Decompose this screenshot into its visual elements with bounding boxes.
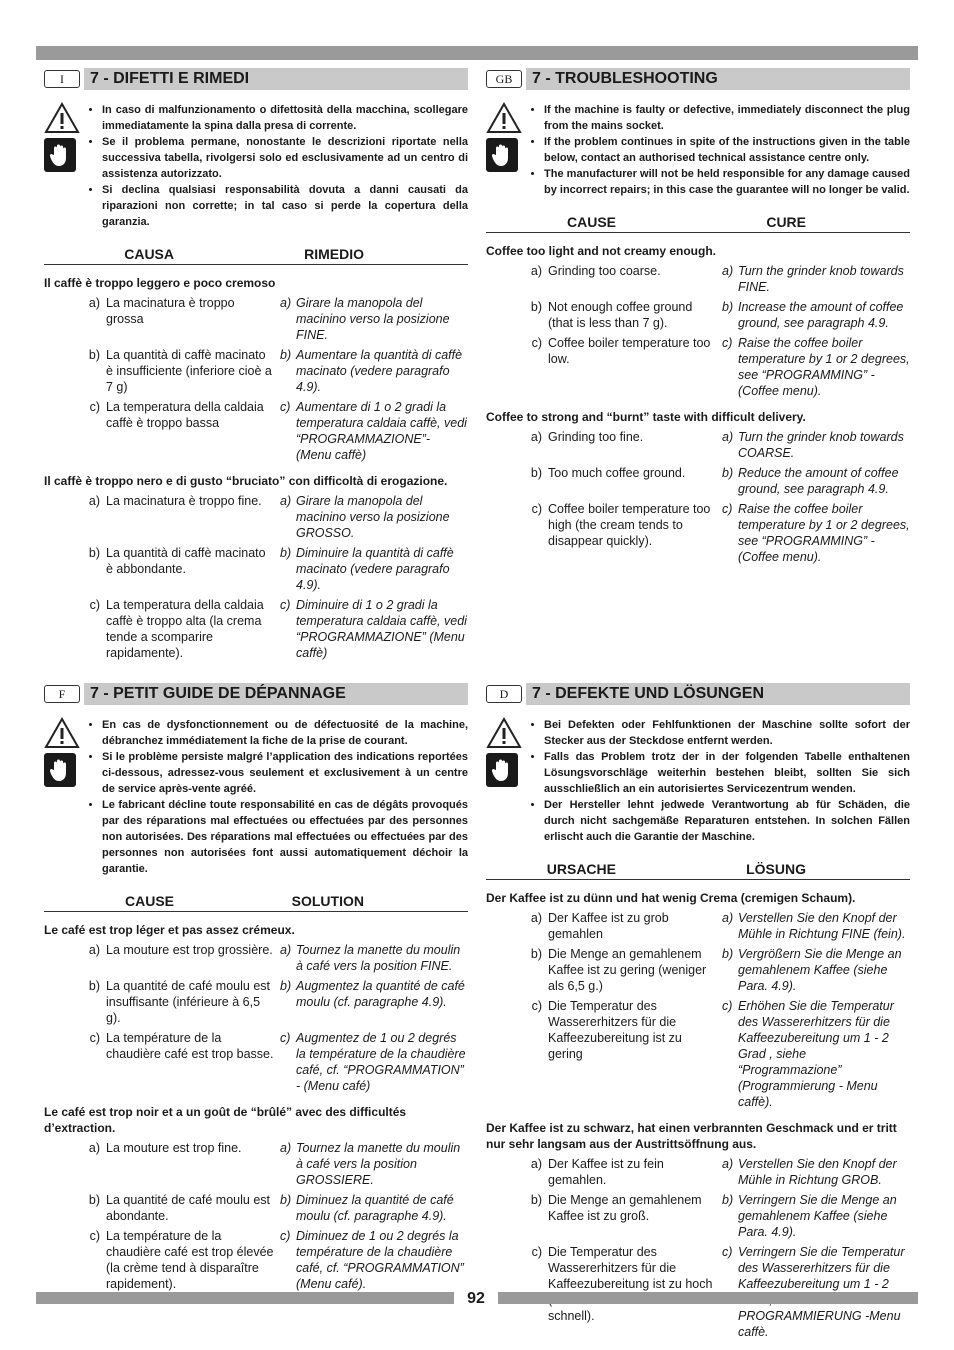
remedy-letter: b) <box>280 1193 292 1207</box>
cause-text: La macinatura è troppo fine. <box>106 494 262 508</box>
trouble-row <box>44 399 468 463</box>
problem-title: Coffee to strong and “burnt” taste with difficult delivery. <box>486 410 806 424</box>
warning-triangle-icon <box>486 717 522 749</box>
remedy-letter: b) <box>722 466 734 480</box>
warning-block <box>44 102 468 230</box>
cause-text: La température de la chaudière café est trop élevée (la crème tend à disparaître rapidement). <box>106 1229 274 1291</box>
language-badge: GB <box>486 70 522 88</box>
column-header-remedy: CURE <box>766 214 806 230</box>
cause-text: Not enough coffee ground (that is less than 7 g). <box>548 300 693 330</box>
row-letter: c) <box>89 598 100 612</box>
remedy-text: Aumentare la quantità di caffè macinato (vedere paragrafo 4.9). <box>296 348 463 394</box>
problem-title: Le café est trop léger et pas assez crémeux. <box>44 923 295 937</box>
trouble-row <box>486 1192 910 1240</box>
warning-list <box>530 102 910 198</box>
remedy-letter: b) <box>722 1193 734 1207</box>
remedy-letter: c) <box>280 400 291 414</box>
remedy-letter: a) <box>280 1141 292 1155</box>
remedy-text: Diminuez de 1 ou 2 degrés la température de la chaudière café, cf. “PROGRAMMATION” (Menu café). <box>296 1229 464 1291</box>
trouble-row <box>44 493 468 541</box>
stop-hand-icon <box>44 753 76 787</box>
problem-title: Il caffè è troppo nero e di gusto “bruciato” con difficoltà di erogazione. <box>44 474 448 488</box>
section-title: 7 - PETIT GUIDE DE DÉPANNAGE <box>84 683 468 705</box>
remedy-text: Raise the coffee boiler temperature by 1 or 2 degrees, see “PROGRAMMING” - (Coffee menu). <box>738 502 910 564</box>
remedy-text: Vergrößern Sie die Menge an gemahlenem Kaffee (siehe Para. 4.9). <box>738 947 902 993</box>
warning-item: • Se il problema permane, nonostante le descrizioni riportate nella successiva tabella, rivolgersi solo ed esclusivamente ad un centro di assistenza autorizzato. <box>102 134 468 182</box>
row-letter: c) <box>89 400 100 414</box>
remedy-text: Diminuire la quantità di caffè macinato (vedere paragrafo 4.9). <box>296 546 454 592</box>
cause-text: Grinding too coarse. <box>548 264 661 278</box>
row-letter: c) <box>89 1229 100 1243</box>
bottom-bar-right <box>498 1292 918 1304</box>
warning-triangle-icon <box>486 102 522 134</box>
top-bar <box>36 46 918 60</box>
warning-icons <box>44 717 88 877</box>
trouble-row <box>486 946 910 994</box>
warning-item: • Si declina qualsiasi responsabilità dovuta a danni causati da riparazioni non corrette; in tal caso si perde la copertura della garanzia. <box>102 182 468 230</box>
remedy-text: Girare la manopola del macinino verso la posizione GROSSO. <box>296 494 450 540</box>
column-headers <box>486 214 910 233</box>
warning-item: • En cas de dysfonctionnement ou de défectuosité de la machine, débranchez immédiatement la fiche de la prise de courant. <box>102 717 468 749</box>
column-header-cause: CAUSE <box>566 214 616 230</box>
trouble-row <box>486 998 910 1110</box>
warning-block <box>486 717 910 845</box>
remedy-letter: a) <box>280 943 292 957</box>
remedy-text: Verstellen Sie den Knopf der Mühle in Richtung GROB. <box>738 1157 897 1187</box>
remedy-text: Increase the amount of coffee ground, see paragraph 4.9. <box>738 300 904 330</box>
row-letter: a) <box>88 494 100 508</box>
cause-text: La temperatura della caldaia caffè è troppo alta (la crema tende a scomparire rapidamente). <box>106 598 264 660</box>
cause-text: Grinding too fine. <box>548 430 644 444</box>
language-badge: F <box>44 685 80 703</box>
warning-icons <box>486 717 530 845</box>
trouble-row <box>486 299 910 331</box>
remedy-text: Turn the grinder knob towards FINE. <box>738 264 904 294</box>
remedy-text: Erhöhen Sie die Temperatur des Wassererhitzers für die Kaffeezubereitung um 1 - 2 Grad , siehe “Programmazione” (Programmierung - Menu caffè). <box>738 999 894 1109</box>
row-letter: b) <box>88 1193 100 1207</box>
cause-text: La mouture est trop grossière. <box>106 943 273 957</box>
warning-item: • If the problem continues in spite of the instructions given in the table below, contact an authorised technical assistance centre only. <box>544 134 910 166</box>
remedy-text: Raise the coffee boiler temperature by 1 or 2 degrees, see “PROGRAMMING” - (Coffee menu). <box>738 336 910 398</box>
row-letter: c) <box>531 502 542 516</box>
warning-icons <box>486 102 530 198</box>
row-letter: b) <box>530 947 542 961</box>
section-english <box>486 68 910 565</box>
remedy-text: Verringern Sie die Menge an gemahlenem Kaffee (siehe Para. 4.9). <box>738 1193 897 1239</box>
problem-title: Le café est trop noir et a un goût de “brûlé” avec des difficultés d’extraction. <box>44 1105 407 1135</box>
trouble-row <box>486 429 910 461</box>
warning-item: • In caso di malfunzionamento o difettosità della macchina, scollegare immediatamente la spina dalla presa di corrente. <box>102 102 468 134</box>
section-header <box>486 683 910 705</box>
remedy-text: Tournez la manette du moulin à café vers la position FINE. <box>296 943 461 973</box>
trouble-row <box>486 335 910 399</box>
cause-text: Too much coffee ground. <box>548 466 686 480</box>
warning-item: • Bei Defekten oder Fehlfunktionen der Maschine sollte sofort der Stecker aus der Steckdose entfernt werden. <box>544 717 910 749</box>
remedy-letter: b) <box>722 300 734 314</box>
warning-list <box>88 102 468 230</box>
cause-text: La température de la chaudière café est trop basse. <box>106 1031 274 1061</box>
column-header-remedy: SOLUTION <box>291 893 364 909</box>
remedy-letter: b) <box>722 947 734 961</box>
trouble-row <box>486 263 910 295</box>
trouble-row <box>44 1140 468 1188</box>
remedy-letter: c) <box>722 336 733 350</box>
trouble-row <box>44 545 468 593</box>
remedy-letter: a) <box>280 296 292 310</box>
row-letter: a) <box>88 296 100 310</box>
problem-title: Coffee too light and not creamy enough. <box>486 244 717 258</box>
row-letter: c) <box>531 1245 542 1259</box>
remedy-text: Turn the grinder knob towards COARSE. <box>738 430 904 460</box>
row-letter: a) <box>530 1157 542 1171</box>
remedy-letter: a) <box>722 264 734 278</box>
cause-text: Die Temperatur des Wassererhitzers für die Kaffeezubereitung ist zu hoch schnell). <box>548 1245 713 1323</box>
warning-item: • Falls das Problem trotz der in der folgenden Tabelle enthaltenen Lösungsvorschläge weiterhin bestehen bleibt, sollten Sie sich ausschließlich an ein autorisiertes Servicezentrum wenden. <box>544 749 910 797</box>
row-letter: b) <box>88 546 100 560</box>
row-letter: a) <box>530 264 542 278</box>
column-header-remedy: RIMEDIO <box>304 246 364 262</box>
warning-list <box>88 717 468 877</box>
warning-block <box>44 717 468 877</box>
cause-text: La macinatura è troppo grossa <box>106 296 235 326</box>
section-title: 7 - DIFETTI E RIMEDI <box>84 68 468 90</box>
warning-item: • Der Hersteller lehnt jedwede Verantwortung ab für Schäden, die durch nicht sachgemäße Reparaturen entstehen. In solchen Fällen erlischt auch die Garantie der Maschine. <box>544 797 910 845</box>
trouble-row <box>44 1192 468 1224</box>
section-header <box>44 68 468 90</box>
cause-text: La temperatura della caldaia caffè è troppo bassa <box>106 400 264 430</box>
cause-text: Der Kaffee ist zu fein gemahlen. <box>548 1157 664 1187</box>
row-letter: b) <box>530 466 542 480</box>
remedy-letter: b) <box>280 979 292 993</box>
remedy-letter: a) <box>722 1157 734 1171</box>
trouble-row <box>44 597 468 661</box>
remedy-text: Augmentez de 1 ou 2 degrés la température de la chaudière café, cf. “PROGRAMMATION” - (Menu café) <box>296 1031 466 1093</box>
row-letter: b) <box>88 979 100 993</box>
cause-text: Coffee boiler temperature too high (the cream tends to disappear quickly). <box>548 502 711 548</box>
remedy-letter: a) <box>722 911 734 925</box>
column-header-remedy: LÖSUNG <box>746 861 806 877</box>
section-french <box>44 683 468 1292</box>
row-letter: a) <box>88 943 100 957</box>
warning-triangle-icon <box>44 717 80 749</box>
cause-text: Coffee boiler temperature too low. <box>548 336 711 366</box>
warning-item: • The manufacturer will not be held responsible for any damage caused by incorrect repairs; in this case the guarantee will no longer be valid. <box>544 166 910 198</box>
cause-text: Die Temperatur des Wassererhitzers für die Kaffeezubereitung ist zu gering <box>548 999 682 1061</box>
column-headers <box>44 893 468 912</box>
remedy-text: Augmentez la quantité de café moulu (cf. paragraphe 4.9). <box>296 979 465 1009</box>
remedy-letter: c) <box>280 1031 291 1045</box>
remedy-text: Verringern Sie die Temperatur des Wassererhitzers für die Kaffeezubereitung um 1 - 2 PROGRAMMIERUNG -Menu caffè. <box>738 1245 905 1339</box>
section-title: 7 - DEFEKTE UND LÖSUNGEN <box>526 683 910 705</box>
row-letter: b) <box>530 300 542 314</box>
language-badge: I <box>44 70 80 88</box>
section-italian <box>44 68 468 661</box>
problem-title: Il caffè è troppo leggero e poco cremoso <box>44 276 276 290</box>
problem-title: Der Kaffee ist zu schwarz, hat einen verbrannten Geschmack und er tritt nur sehr langsam aus der Austrittsöffnung aus. <box>486 1121 897 1151</box>
section-header <box>44 683 468 705</box>
trouble-row <box>486 501 910 565</box>
column-header-cause: CAUSA <box>124 246 174 262</box>
trouble-row <box>44 1030 468 1094</box>
stop-hand-icon <box>486 138 518 172</box>
row-letter: c) <box>89 1031 100 1045</box>
remedy-text: Aumentare di 1 o 2 gradi la temperatura caldaia caffè, vedi “PROGRAMMAZIONE”- (Menu caffè) <box>296 400 467 462</box>
cause-text: Die Menge an gemahlenem Kaffee ist zu groß. <box>548 1193 702 1223</box>
cause-text: La quantità di caffè macinato è abbondante. <box>106 546 266 576</box>
remedy-text: Diminuez la quantité de café moulu (cf. paragraphe 4.9). <box>296 1193 454 1223</box>
remedy-letter: c) <box>722 1245 733 1259</box>
row-letter: a) <box>530 430 542 444</box>
row-letter: c) <box>531 999 542 1013</box>
warning-item: • Le fabricant décline toute responsabilité en cas de dégâts provoqués par des réparations mal effectuées ou effectuées par des personnes non autorisées. Des réparations mal effectuées ou effectuées par des personnes non autorisées font aussi automatiquement déchoir la garantie. <box>102 797 468 877</box>
stop-hand-icon <box>44 138 76 172</box>
row-letter: a) <box>88 1141 100 1155</box>
remedy-letter: a) <box>722 430 734 444</box>
trouble-row <box>44 1228 468 1292</box>
cause-text: La mouture est trop fine. <box>106 1141 242 1155</box>
cause-text: Der Kaffee ist zu grob gemahlen <box>548 911 669 941</box>
remedy-letter: c) <box>722 999 733 1013</box>
cause-text: La quantité de café moulu est abondante. <box>106 1193 271 1223</box>
trouble-row <box>44 295 468 343</box>
column-header-cause: CAUSE <box>124 893 174 909</box>
remedy-letter: b) <box>280 546 292 560</box>
remedy-letter: a) <box>280 494 292 508</box>
trouble-row <box>44 347 468 395</box>
stop-hand-icon <box>486 753 518 787</box>
row-letter: b) <box>530 1193 542 1207</box>
remedy-text: Diminuire di 1 o 2 gradi la temperatura caldaia caffè, vedi “PROGRAMMAZIONE” (Menu caffè) <box>296 598 467 660</box>
bottom-bar-left <box>36 1292 454 1304</box>
section-title: 7 - TROUBLESHOOTING <box>526 68 910 90</box>
remedy-letter: c) <box>280 1229 291 1243</box>
column-headers <box>486 861 910 880</box>
problem-title: Der Kaffee ist zu dünn und hat wenig Crema (cremigen Schaum). <box>486 891 856 905</box>
column-headers <box>44 246 468 265</box>
trouble-row <box>486 910 910 942</box>
row-letter: c) <box>531 336 542 350</box>
cause-text: La quantità di caffè macinato è insufficiente (inferiore cioè a 7 g) <box>106 348 272 394</box>
section-header <box>486 68 910 90</box>
remedy-text: Tournez la manette du moulin à café vers la position GROSSIERE. <box>296 1141 461 1187</box>
remedy-text: Girare la manopola del macinino verso la posizione FINE. <box>296 296 450 342</box>
trouble-row <box>486 1156 910 1188</box>
language-badge: D <box>486 685 522 703</box>
warning-block <box>486 102 910 198</box>
cause-text: La quantité de café moulu est insuffisante (inférieure à 6,5 g). <box>106 979 271 1025</box>
row-letter: a) <box>530 911 542 925</box>
trouble-row <box>44 978 468 1026</box>
remedy-letter: c) <box>722 502 733 516</box>
trouble-row <box>486 465 910 497</box>
section-german <box>486 683 910 1340</box>
remedy-text: Reduce the amount of coffee ground, see paragraph 4.9. <box>738 466 899 496</box>
warning-item: • If the machine is faulty or defective, immediately disconnect the plug from the mains socket. <box>544 102 910 134</box>
warning-list <box>530 717 910 845</box>
cause-text: Die Menge an gemahlenem Kaffee ist zu gering (weniger als 6,5 g.) <box>548 947 707 993</box>
remedy-text: Verstellen Sie den Knopf der Mühle in Richtung FINE (fein). <box>738 911 906 941</box>
remedy-letter: b) <box>280 348 292 362</box>
row-letter: b) <box>88 348 100 362</box>
remedy-letter: c) <box>280 598 291 612</box>
trouble-row <box>44 942 468 974</box>
page-number: 92 <box>467 1290 485 1307</box>
warning-item: • Si le problème persiste malgré l’application des indications reportées ci-dessous, adressez-vous seulement et exclusivement à un centre de service après-vente agréé. <box>102 749 468 797</box>
warning-triangle-icon <box>44 102 80 134</box>
column-header-cause: URSACHE <box>546 861 616 877</box>
warning-icons <box>44 102 88 230</box>
